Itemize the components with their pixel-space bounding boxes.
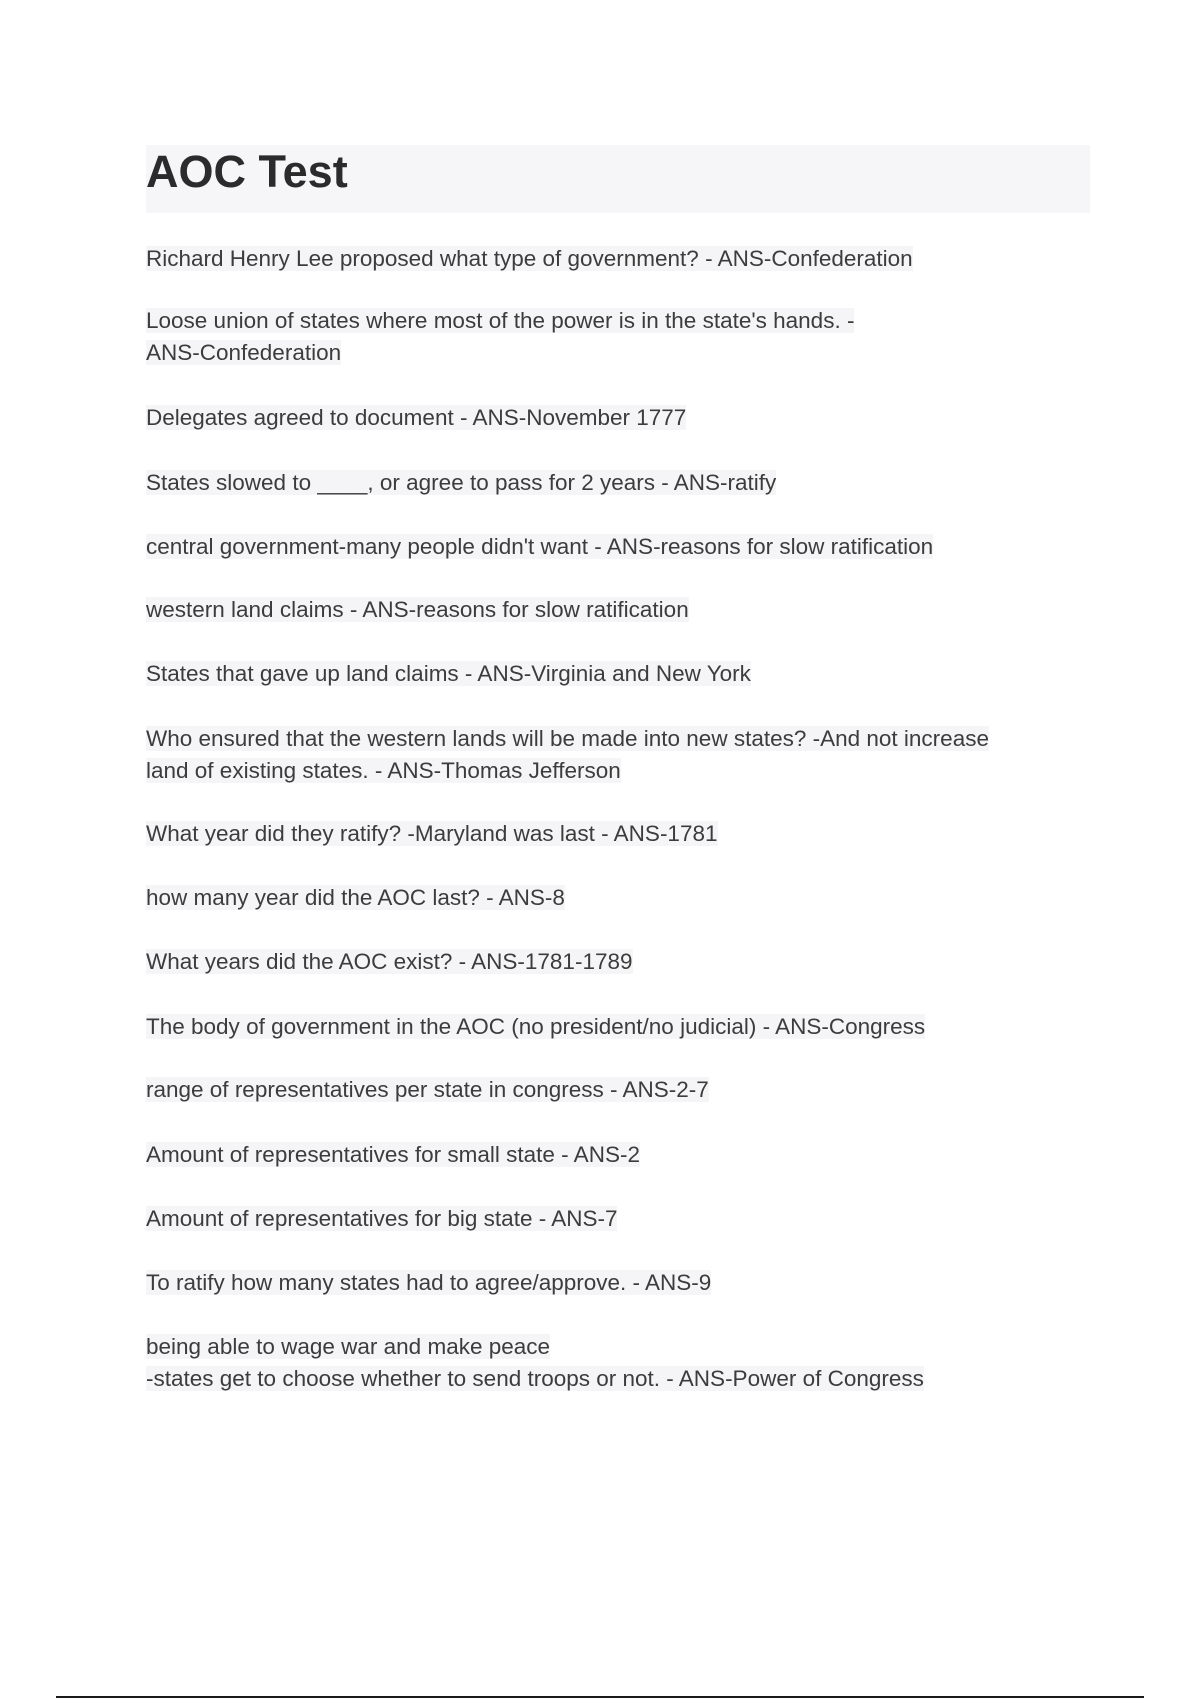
qa-item: central government-many people didn't want - ANS-reasons for slow ratification (146, 534, 934, 559)
qa-item: What year did they ratify? -Maryland was last - ANS-1781 (146, 821, 718, 846)
qa-item: how many year did the AOC last? - ANS-8 (146, 885, 565, 910)
qa-item: States that gave up land claims - ANS-Virginia and New York (146, 661, 751, 686)
qa-item: western land claims - ANS-reasons for slow ratification (146, 597, 689, 622)
qa-item: Richard Henry Lee proposed what type of government? - ANS-Confederation (146, 246, 913, 271)
qa-item: States slowed to ____, or agree to pass for 2 years - ANS-ratify (146, 470, 777, 495)
qa-item: Amount of representatives for big state - ANS-7 (146, 1206, 618, 1231)
qa-item: The body of government in the AOC (no president/no judicial) - ANS-Congress (146, 1014, 926, 1039)
qa-item: To ratify how many states had to agree/approve. - ANS-9 (146, 1270, 712, 1295)
qa-item: being able to wage war and make peace -states get to choose whether to send troops or not. - ANS-Power of Congress (146, 1334, 924, 1391)
page-title: AOC Test (146, 146, 348, 197)
qa-item: Who ensured that the western lands will be made into new states? -And not increase land of existing states. - ANS-Thomas Jefferson (146, 726, 989, 783)
qa-item: What years did the AOC exist? - ANS-1781-1789 (146, 949, 633, 974)
qa-item: Amount of representatives for small state - ANS-2 (146, 1142, 640, 1167)
qa-item: range of representatives per state in congress - ANS-2-7 (146, 1077, 709, 1102)
qa-item: Loose union of states where most of the power is in the state's hands. - ANS-Confederation (146, 308, 855, 365)
footer-rule (56, 1696, 1144, 1698)
qa-item: Delegates agreed to document - ANS-November 1777 (146, 405, 687, 430)
